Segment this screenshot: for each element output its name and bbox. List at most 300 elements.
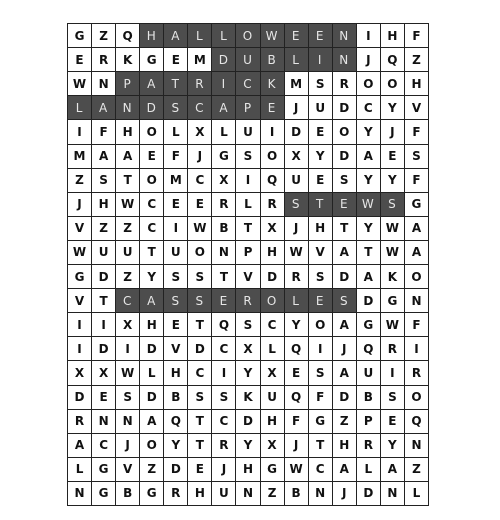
grid-cell[interactable]: C [212, 337, 236, 361]
grid-cell[interactable]: P [236, 241, 260, 265]
grid-cell[interactable]: Z [92, 217, 116, 241]
grid-cell[interactable]: Y [309, 145, 333, 169]
grid-cell[interactable]: P [236, 96, 260, 120]
grid-cell[interactable]: X [116, 313, 140, 337]
grid-cell[interactable]: L [140, 361, 164, 385]
grid-cell[interactable]: Y [357, 169, 381, 193]
grid-cell[interactable]: E [309, 24, 333, 48]
grid-cell[interactable]: Q [285, 337, 309, 361]
grid-cell[interactable]: S [188, 289, 212, 313]
grid-cell[interactable]: K [381, 265, 405, 289]
grid-cell[interactable]: H [140, 24, 164, 48]
grid-cell[interactable]: W [261, 24, 285, 48]
grid-cell[interactable]: O [405, 265, 429, 289]
grid-cell[interactable]: E [92, 386, 116, 410]
grid-cell[interactable]: N [212, 241, 236, 265]
grid-cell[interactable]: I [68, 337, 92, 361]
grid-cell[interactable]: P [357, 410, 381, 434]
grid-cell[interactable]: D [333, 145, 357, 169]
grid-cell[interactable]: C [357, 96, 381, 120]
grid-cell[interactable]: X [285, 145, 309, 169]
grid-cell[interactable]: A [333, 313, 357, 337]
grid-cell[interactable]: X [261, 361, 285, 385]
grid-cell[interactable]: E [285, 24, 309, 48]
grid-cell[interactable]: H [140, 313, 164, 337]
grid-cell[interactable]: N [333, 48, 357, 72]
grid-cell[interactable]: W [381, 217, 405, 241]
grid-cell[interactable]: J [116, 434, 140, 458]
grid-cell[interactable]: S [333, 289, 357, 313]
grid-cell[interactable]: O [357, 72, 381, 96]
grid-cell[interactable]: A [140, 410, 164, 434]
grid-cell[interactable]: L [164, 120, 188, 144]
grid-cell[interactable]: O [236, 24, 260, 48]
grid-cell[interactable]: G [357, 313, 381, 337]
grid-cell[interactable]: D [357, 289, 381, 313]
grid-cell[interactable]: T [188, 313, 212, 337]
grid-cell[interactable]: Z [116, 265, 140, 289]
grid-cell[interactable]: G [212, 145, 236, 169]
grid-cell[interactable]: F [405, 120, 429, 144]
grid-cell[interactable]: M [285, 72, 309, 96]
grid-cell[interactable]: A [140, 72, 164, 96]
grid-cell[interactable]: V [164, 337, 188, 361]
grid-cell[interactable]: G [68, 265, 92, 289]
grid-cell[interactable]: U [285, 169, 309, 193]
grid-cell[interactable]: I [116, 337, 140, 361]
grid-cell[interactable]: L [357, 458, 381, 482]
grid-cell[interactable]: O [381, 72, 405, 96]
grid-cell[interactable]: D [92, 265, 116, 289]
grid-cell[interactable]: Y [357, 217, 381, 241]
grid-cell[interactable]: G [381, 289, 405, 313]
grid-cell[interactable]: H [405, 72, 429, 96]
grid-cell[interactable]: H [164, 361, 188, 385]
grid-cell[interactable]: S [285, 193, 309, 217]
grid-cell[interactable]: A [405, 241, 429, 265]
grid-cell[interactable]: Q [164, 410, 188, 434]
grid-cell[interactable]: G [140, 48, 164, 72]
grid-cell[interactable]: J [285, 217, 309, 241]
grid-cell[interactable]: M [164, 169, 188, 193]
grid-cell[interactable]: F [92, 120, 116, 144]
grid-cell[interactable]: E [140, 145, 164, 169]
grid-cell[interactable]: A [333, 241, 357, 265]
grid-cell[interactable]: Q [357, 337, 381, 361]
grid-cell[interactable]: S [309, 361, 333, 385]
grid-cell[interactable]: E [381, 410, 405, 434]
grid-cell[interactable]: A [333, 361, 357, 385]
grid-cell[interactable]: A [92, 96, 116, 120]
grid-cell[interactable]: A [140, 289, 164, 313]
grid-cell[interactable]: Y [164, 434, 188, 458]
grid-cell[interactable]: S [92, 169, 116, 193]
grid-cell[interactable]: U [236, 120, 260, 144]
grid-cell[interactable]: O [188, 241, 212, 265]
grid-cell[interactable]: L [405, 482, 429, 506]
grid-cell[interactable]: H [261, 241, 285, 265]
grid-cell[interactable]: J [381, 120, 405, 144]
grid-cell[interactable]: C [188, 169, 212, 193]
grid-cell[interactable]: W [285, 458, 309, 482]
grid-cell[interactable]: S [381, 386, 405, 410]
grid-cell[interactable]: C [212, 410, 236, 434]
grid-cell[interactable]: H [309, 217, 333, 241]
grid-cell[interactable]: D [333, 96, 357, 120]
grid-cell[interactable]: T [164, 72, 188, 96]
grid-cell[interactable]: L [285, 48, 309, 72]
grid-cell[interactable]: A [357, 265, 381, 289]
grid-cell[interactable]: V [309, 241, 333, 265]
grid-cell[interactable]: G [140, 482, 164, 506]
grid-cell[interactable]: T [357, 241, 381, 265]
grid-cell[interactable]: C [188, 96, 212, 120]
grid-cell[interactable]: C [140, 217, 164, 241]
grid-cell[interactable]: A [405, 217, 429, 241]
grid-cell[interactable]: Z [92, 24, 116, 48]
grid-cell[interactable]: S [236, 313, 260, 337]
grid-cell[interactable]: Q [405, 410, 429, 434]
grid-cell[interactable]: R [92, 48, 116, 72]
grid-cell[interactable]: A [164, 24, 188, 48]
grid-cell[interactable]: W [285, 241, 309, 265]
grid-cell[interactable]: Z [116, 217, 140, 241]
grid-cell[interactable]: L [212, 24, 236, 48]
grid-cell[interactable]: B [164, 386, 188, 410]
grid-cell[interactable]: I [212, 361, 236, 385]
grid-cell[interactable]: Q [381, 48, 405, 72]
grid-cell[interactable]: F [309, 386, 333, 410]
grid-cell[interactable]: N [236, 482, 260, 506]
grid-cell[interactable]: R [381, 337, 405, 361]
grid-cell[interactable]: W [188, 217, 212, 241]
grid-cell[interactable]: V [68, 217, 92, 241]
grid-cell[interactable]: S [188, 386, 212, 410]
grid-cell[interactable]: A [333, 458, 357, 482]
grid-cell[interactable]: N [405, 434, 429, 458]
grid-cell[interactable]: L [285, 289, 309, 313]
grid-cell[interactable]: A [68, 434, 92, 458]
grid-cell[interactable]: D [140, 337, 164, 361]
grid-cell[interactable]: U [116, 241, 140, 265]
grid-cell[interactable]: H [236, 458, 260, 482]
grid-cell[interactable]: D [68, 386, 92, 410]
grid-cell[interactable]: U [261, 386, 285, 410]
grid-cell[interactable]: D [333, 265, 357, 289]
grid-cell[interactable]: H [188, 482, 212, 506]
grid-cell[interactable]: L [68, 458, 92, 482]
grid-cell[interactable]: G [92, 482, 116, 506]
grid-cell[interactable]: X [236, 337, 260, 361]
grid-cell[interactable]: X [261, 217, 285, 241]
grid-cell[interactable]: S [116, 386, 140, 410]
grid-cell[interactable]: U [212, 482, 236, 506]
grid-cell[interactable]: D [188, 337, 212, 361]
grid-cell[interactable]: E [285, 361, 309, 385]
grid-cell[interactable]: R [212, 434, 236, 458]
grid-cell[interactable]: B [285, 482, 309, 506]
grid-cell[interactable]: D [261, 265, 285, 289]
grid-cell[interactable]: F [405, 24, 429, 48]
grid-cell[interactable]: Z [140, 458, 164, 482]
grid-cell[interactable]: J [212, 458, 236, 482]
grid-cell[interactable]: Z [68, 169, 92, 193]
grid-cell[interactable]: W [68, 241, 92, 265]
grid-cell[interactable]: J [285, 96, 309, 120]
grid-cell[interactable]: S [236, 145, 260, 169]
grid-cell[interactable]: I [236, 169, 260, 193]
grid-cell[interactable]: T [309, 193, 333, 217]
grid-cell[interactable]: O [140, 169, 164, 193]
grid-cell[interactable]: G [92, 458, 116, 482]
grid-cell[interactable]: X [68, 361, 92, 385]
grid-cell[interactable]: L [261, 337, 285, 361]
grid-cell[interactable]: E [188, 193, 212, 217]
grid-cell[interactable]: T [92, 289, 116, 313]
grid-cell[interactable]: R [261, 193, 285, 217]
grid-cell[interactable]: O [309, 313, 333, 337]
grid-cell[interactable]: R [236, 289, 260, 313]
grid-cell[interactable]: Z [405, 458, 429, 482]
grid-cell[interactable]: Z [333, 410, 357, 434]
grid-cell[interactable]: U [236, 48, 260, 72]
grid-cell[interactable]: J [357, 48, 381, 72]
grid-cell[interactable]: X [188, 120, 212, 144]
grid-cell[interactable]: K [261, 72, 285, 96]
grid-cell[interactable]: E [188, 458, 212, 482]
grid-cell[interactable]: T [333, 217, 357, 241]
grid-cell[interactable]: F [405, 313, 429, 337]
grid-cell[interactable]: S [309, 72, 333, 96]
grid-cell[interactable]: E [381, 145, 405, 169]
grid-cell[interactable]: Y [285, 313, 309, 337]
grid-cell[interactable]: C [92, 434, 116, 458]
grid-cell[interactable]: V [116, 458, 140, 482]
grid-cell[interactable]: T [188, 434, 212, 458]
grid-cell[interactable]: Z [405, 48, 429, 72]
grid-cell[interactable]: S [381, 193, 405, 217]
grid-cell[interactable]: Y [381, 434, 405, 458]
grid-cell[interactable]: V [68, 289, 92, 313]
grid-cell[interactable]: B [357, 386, 381, 410]
grid-cell[interactable]: N [333, 24, 357, 48]
grid-cell[interactable]: U [164, 241, 188, 265]
grid-cell[interactable]: K [236, 386, 260, 410]
grid-cell[interactable]: R [68, 410, 92, 434]
grid-cell[interactable]: N [116, 410, 140, 434]
grid-cell[interactable]: I [357, 24, 381, 48]
grid-cell[interactable]: L [212, 120, 236, 144]
grid-cell[interactable]: R [285, 265, 309, 289]
grid-cell[interactable]: J [285, 434, 309, 458]
grid-cell[interactable]: Q [285, 386, 309, 410]
grid-cell[interactable]: L [188, 24, 212, 48]
grid-cell[interactable]: C [140, 193, 164, 217]
grid-cell[interactable]: C [236, 72, 260, 96]
grid-cell[interactable]: O [405, 386, 429, 410]
grid-cell[interactable]: F [405, 169, 429, 193]
grid-cell[interactable]: G [309, 410, 333, 434]
grid-cell[interactable]: J [333, 482, 357, 506]
grid-cell[interactable]: E [261, 96, 285, 120]
grid-cell[interactable]: J [68, 193, 92, 217]
grid-cell[interactable]: L [236, 193, 260, 217]
grid-cell[interactable]: D [92, 337, 116, 361]
grid-cell[interactable]: Y [236, 434, 260, 458]
grid-cell[interactable]: I [309, 337, 333, 361]
grid-cell[interactable]: N [116, 96, 140, 120]
grid-cell[interactable]: A [381, 458, 405, 482]
grid-cell[interactable]: K [116, 48, 140, 72]
grid-cell[interactable]: R [164, 482, 188, 506]
grid-cell[interactable]: J [333, 337, 357, 361]
grid-cell[interactable]: I [381, 361, 405, 385]
grid-cell[interactable]: P [116, 72, 140, 96]
grid-cell[interactable]: A [357, 145, 381, 169]
grid-cell[interactable]: N [68, 482, 92, 506]
grid-cell[interactable]: R [188, 72, 212, 96]
grid-cell[interactable]: H [261, 410, 285, 434]
grid-cell[interactable]: E [212, 289, 236, 313]
grid-cell[interactable]: N [92, 410, 116, 434]
grid-cell[interactable]: C [116, 289, 140, 313]
grid-cell[interactable]: I [164, 217, 188, 241]
grid-cell[interactable]: R [405, 361, 429, 385]
grid-cell[interactable]: M [188, 48, 212, 72]
grid-cell[interactable]: S [333, 169, 357, 193]
grid-cell[interactable]: S [309, 265, 333, 289]
grid-cell[interactable]: H [92, 193, 116, 217]
grid-cell[interactable]: D [357, 482, 381, 506]
grid-cell[interactable]: S [164, 96, 188, 120]
grid-cell[interactable]: R [357, 434, 381, 458]
grid-cell[interactable]: I [68, 120, 92, 144]
grid-cell[interactable]: H [116, 120, 140, 144]
grid-cell[interactable]: W [68, 72, 92, 96]
grid-cell[interactable]: X [92, 361, 116, 385]
grid-cell[interactable]: E [164, 193, 188, 217]
grid-cell[interactable]: E [164, 313, 188, 337]
grid-cell[interactable]: Q [212, 313, 236, 337]
grid-cell[interactable]: H [333, 434, 357, 458]
grid-cell[interactable]: T [140, 241, 164, 265]
grid-cell[interactable]: G [68, 24, 92, 48]
grid-cell[interactable]: Y [381, 96, 405, 120]
grid-cell[interactable]: T [236, 217, 260, 241]
grid-cell[interactable]: S [188, 265, 212, 289]
grid-cell[interactable]: N [381, 482, 405, 506]
grid-cell[interactable]: A [92, 145, 116, 169]
grid-cell[interactable]: W [381, 241, 405, 265]
grid-cell[interactable]: C [188, 361, 212, 385]
grid-cell[interactable]: T [188, 410, 212, 434]
grid-cell[interactable]: B [212, 217, 236, 241]
grid-cell[interactable]: T [212, 265, 236, 289]
grid-cell[interactable]: B [116, 482, 140, 506]
grid-cell[interactable]: G [261, 458, 285, 482]
grid-cell[interactable]: D [212, 48, 236, 72]
grid-cell[interactable]: W [357, 193, 381, 217]
grid-cell[interactable]: U [92, 241, 116, 265]
grid-cell[interactable]: I [92, 313, 116, 337]
grid-cell[interactable]: A [116, 145, 140, 169]
grid-cell[interactable]: I [309, 48, 333, 72]
grid-cell[interactable]: Y [357, 120, 381, 144]
grid-cell[interactable]: O [261, 145, 285, 169]
grid-cell[interactable]: T [309, 434, 333, 458]
grid-cell[interactable]: X [261, 434, 285, 458]
grid-cell[interactable]: Y [381, 169, 405, 193]
grid-cell[interactable]: I [261, 120, 285, 144]
grid-cell[interactable]: U [309, 96, 333, 120]
grid-cell[interactable]: E [309, 120, 333, 144]
grid-cell[interactable]: D [236, 410, 260, 434]
grid-cell[interactable]: V [236, 265, 260, 289]
grid-cell[interactable]: G [405, 193, 429, 217]
grid-cell[interactable]: W [116, 193, 140, 217]
grid-cell[interactable]: N [309, 482, 333, 506]
grid-cell[interactable]: Y [140, 265, 164, 289]
grid-cell[interactable]: O [140, 434, 164, 458]
grid-cell[interactable]: Q [261, 169, 285, 193]
grid-cell[interactable]: O [140, 120, 164, 144]
grid-cell[interactable]: Y [236, 361, 260, 385]
grid-cell[interactable]: S [405, 145, 429, 169]
grid-cell[interactable]: F [285, 410, 309, 434]
grid-cell[interactable]: S [164, 265, 188, 289]
grid-cell[interactable]: Z [261, 482, 285, 506]
grid-cell[interactable]: B [261, 48, 285, 72]
grid-cell[interactable]: Q [116, 24, 140, 48]
grid-cell[interactable]: N [92, 72, 116, 96]
grid-cell[interactable]: C [261, 313, 285, 337]
grid-cell[interactable]: D [140, 386, 164, 410]
grid-cell[interactable]: S [212, 386, 236, 410]
grid-cell[interactable]: D [333, 386, 357, 410]
grid-cell[interactable]: S [164, 289, 188, 313]
grid-cell[interactable]: E [333, 193, 357, 217]
grid-cell[interactable]: L [68, 96, 92, 120]
grid-cell[interactable]: E [164, 48, 188, 72]
grid-cell[interactable]: M [68, 145, 92, 169]
grid-cell[interactable]: V [405, 96, 429, 120]
grid-cell[interactable]: N [405, 289, 429, 313]
grid-cell[interactable]: F [164, 145, 188, 169]
grid-cell[interactable]: R [212, 193, 236, 217]
grid-cell[interactable]: D [164, 458, 188, 482]
grid-cell[interactable]: H [381, 24, 405, 48]
grid-cell[interactable]: W [116, 361, 140, 385]
grid-cell[interactable]: E [68, 48, 92, 72]
grid-cell[interactable]: O [261, 289, 285, 313]
grid-cell[interactable]: W [381, 313, 405, 337]
grid-cell[interactable]: E [309, 289, 333, 313]
grid-cell[interactable]: J [188, 145, 212, 169]
grid-cell[interactable]: U [357, 361, 381, 385]
grid-cell[interactable]: I [405, 337, 429, 361]
grid-cell[interactable]: C [309, 458, 333, 482]
grid-cell[interactable]: I [212, 72, 236, 96]
grid-cell[interactable]: E [309, 169, 333, 193]
grid-cell[interactable]: O [333, 120, 357, 144]
grid-cell[interactable]: I [68, 313, 92, 337]
grid-cell[interactable]: X [212, 169, 236, 193]
grid-cell[interactable]: R [333, 72, 357, 96]
grid-cell[interactable]: D [285, 120, 309, 144]
grid-cell[interactable]: D [140, 96, 164, 120]
grid-cell[interactable]: A [212, 96, 236, 120]
grid-cell[interactable]: T [116, 169, 140, 193]
